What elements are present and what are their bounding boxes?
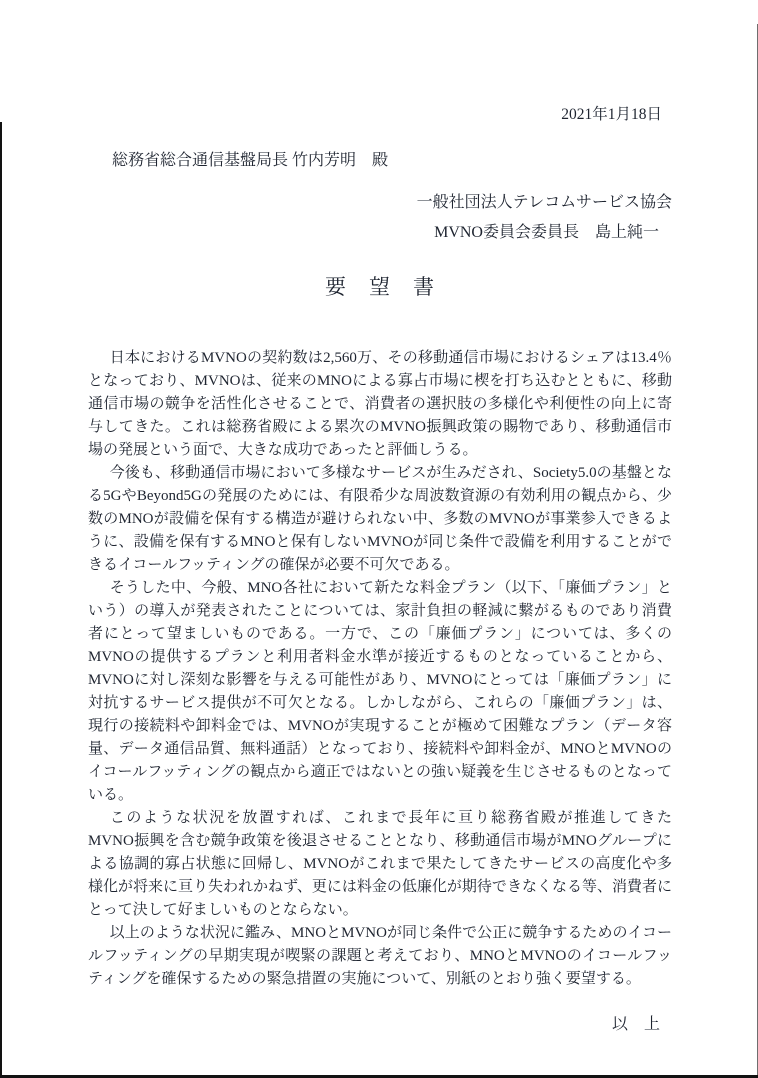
body-paragraph: そうした中、今般、MNO各社において新たな料金プラン（以下、「廉価プラン」という）の導入が発表されたことについては、家計負担の軽減に繋がるものであり消費者にとって望ましいものである。一方で、この「廉価プラン」については、多くのMVNOの提供するプランと利用者料金水準が接近するものとなっていることから、MVNOに対し深刻な影響を与える可能性があり、MVNOにとっては「廉価プラン」に対抗するサービス提供が不可欠となる。しかしながら、これらの「廉価プラン」は、現行の接続料や卸料金では、MVNOが実現することが極めて困難なプラン（データ容量、データ通信品質、無料通話）となっており、接続料や卸料金が、MNOとMVNOのイコールフッティングの観点から適正ではないとの強い疑義を生じさせるものとなっている。 xyxy=(88,580,672,803)
body-paragraph: 日本におけるMVNOの契約数は2,560万、その移動通信市場におけるシェアは13.4％となっており、MVNOは、従来のMNOによる寡占市場に楔を打ち込むとともに、移動通信市場の競争を活性化させることで、消費者の選択肢の多様化や利便性の向上に寄与してきた。これは総務省殿による累次のMVNO振興政策の賜物であり、移動通信市場の発展という面で、大きな成功であったと評価しうる。 xyxy=(88,350,672,458)
sender-block xyxy=(88,192,672,244)
closing-statement: 以 上 xyxy=(611,1016,660,1033)
letter-body xyxy=(88,347,688,991)
body-paragraph: 以上のような状況に鑑み、MNOとMVNOが同じ条件で公正に競争するためのイコールフッティングの早期実現が喫緊の課題と考えており、MNOとMVNOのイコールフッティングを確保するための緊急措置の実施について、別紙のとおり強く要望する。 xyxy=(88,925,672,987)
sender-person: MVNO委員会委員長 島上純一 xyxy=(434,224,659,241)
letter-addressee: 総務省総合通信基盤局長 竹内芳明 殿 xyxy=(112,152,389,169)
letter-content xyxy=(88,0,688,1036)
body-paragraph: 今後も、移動通信市場において多様なサービスが生みだされ、Society5.0の基盤となる5GやBeyond5Gの発展のためには、有限希少な周波数資源の有効利用の観点から、少数のMNOが設備を保有する構造が避けられない中、多数のMVNOが事業参入できるように、設備を保有するMNOと保有しないMVNOが同じ条件で設備を利用することができるイコールフッティングの確保が必要不可欠である。 xyxy=(88,465,672,573)
sender-organization: 一般社団法人テレコムサービス協会 xyxy=(416,194,672,211)
body-paragraph: このような状況を放置すれば、これまで長年に亘り総務省殿が推進してきた MVNO振興を含む競争政策を後退させることとなり、移動通信市場がMNOグループによる協調的寡占状態に回帰し、MVNOがこれまで果たしてきたサービスの高度化や多様化が将来に亘り失われかねず、更には料金の低廉化が期待できなくなる等、消費者にとって決して好ましいものとならない。 xyxy=(88,810,688,918)
document-title: 要 望 書 xyxy=(325,275,435,299)
scan-edge-left xyxy=(0,122,2,1078)
letter-date: 2021年1月18日 xyxy=(561,106,662,123)
